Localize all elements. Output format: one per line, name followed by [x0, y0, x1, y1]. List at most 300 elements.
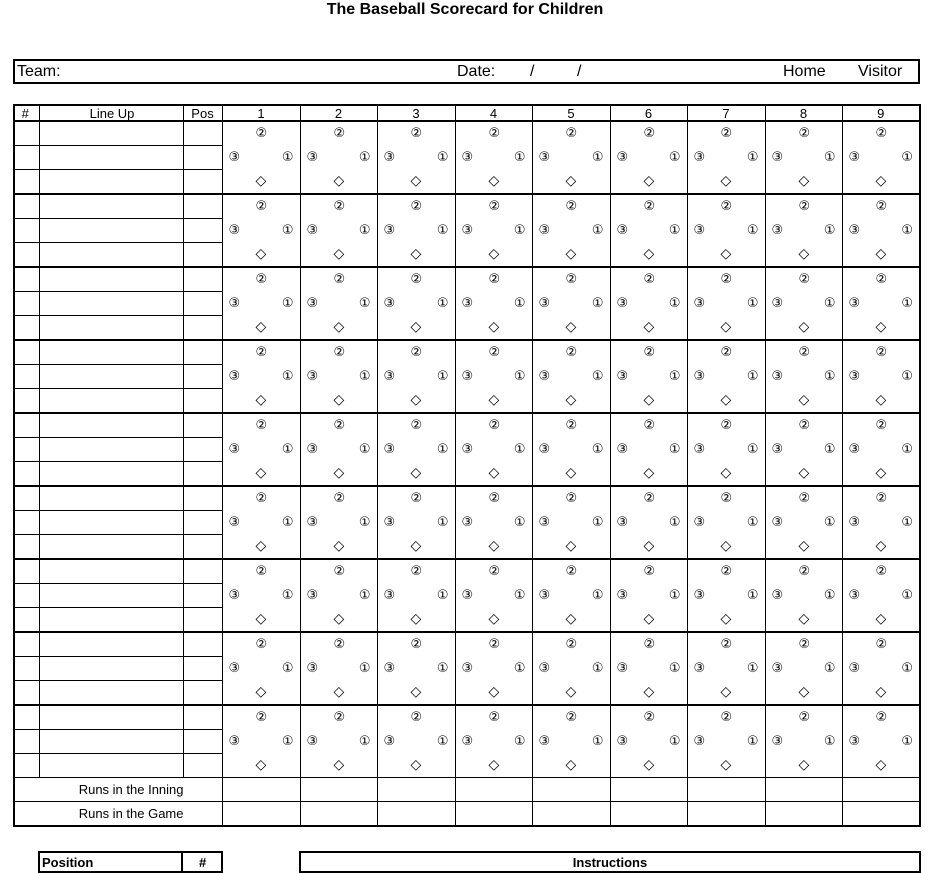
second-base-icon[interactable]: ②	[875, 198, 888, 213]
batter-number-cell[interactable]	[14, 194, 39, 219]
batter-number-cell[interactable]	[14, 219, 39, 243]
third-base-icon[interactable]: ③	[461, 587, 474, 602]
batter-name-cell[interactable]	[39, 267, 183, 292]
at-bat-cell[interactable]	[765, 486, 842, 559]
first-base-icon[interactable]: ①	[746, 660, 759, 675]
first-base-icon[interactable]: ①	[513, 222, 526, 237]
batter-name-cell[interactable]	[39, 486, 183, 511]
first-base-icon[interactable]: ①	[436, 149, 449, 164]
second-base-icon[interactable]: ②	[875, 344, 888, 359]
second-base-icon[interactable]: ②	[798, 271, 811, 286]
second-base-icon[interactable]: ②	[255, 636, 268, 651]
first-base-icon[interactable]: ①	[591, 733, 604, 748]
home-plate-icon[interactable]: ◇	[875, 318, 887, 334]
runs-in-inning-cell[interactable]	[455, 778, 532, 802]
second-base-icon[interactable]: ②	[720, 563, 733, 578]
second-base-icon[interactable]: ②	[333, 563, 346, 578]
first-base-icon[interactable]: ①	[281, 222, 294, 237]
second-base-icon[interactable]: ②	[875, 636, 888, 651]
first-base-icon[interactable]: ①	[901, 660, 913, 675]
batter-number-cell[interactable]	[14, 681, 39, 706]
second-base-icon[interactable]: ②	[798, 490, 811, 505]
third-base-icon[interactable]: ③	[771, 587, 784, 602]
third-base-icon[interactable]: ③	[538, 222, 551, 237]
batter-position-cell[interactable]	[183, 194, 222, 219]
first-base-icon[interactable]: ①	[668, 149, 681, 164]
first-base-icon[interactable]: ①	[823, 733, 836, 748]
batter-position-cell[interactable]	[183, 608, 222, 633]
batter-name-cell[interactable]	[39, 632, 183, 657]
batter-number-cell[interactable]	[14, 316, 39, 341]
first-base-icon[interactable]: ①	[436, 368, 449, 383]
second-base-icon[interactable]: ②	[720, 490, 733, 505]
first-base-icon[interactable]: ①	[901, 222, 913, 237]
home-plate-icon[interactable]: ◇	[875, 464, 887, 480]
third-base-icon[interactable]: ③	[461, 660, 474, 675]
at-bat-cell[interactable]	[687, 559, 765, 632]
first-base-icon[interactable]: ①	[591, 295, 604, 310]
batter-position-cell[interactable]	[183, 681, 222, 706]
third-base-icon[interactable]: ③	[538, 660, 551, 675]
third-base-icon[interactable]: ③	[616, 733, 629, 748]
batter-position-cell[interactable]	[183, 438, 222, 462]
first-base-icon[interactable]: ①	[591, 441, 604, 456]
batter-name-cell[interactable]	[39, 121, 183, 146]
at-bat-cell[interactable]	[610, 632, 687, 705]
runs-in-inning-cell[interactable]	[377, 778, 455, 802]
first-base-icon[interactable]: ①	[823, 222, 836, 237]
at-bat-cell[interactable]	[455, 267, 532, 340]
second-base-icon[interactable]: ②	[333, 344, 346, 359]
batter-name-cell[interactable]	[39, 365, 183, 389]
home-plate-icon[interactable]: ◇	[255, 172, 267, 188]
home-plate-icon[interactable]: ◇	[410, 391, 422, 407]
batter-number-cell[interactable]	[14, 754, 39, 778]
second-base-icon[interactable]: ②	[798, 125, 811, 140]
at-bat-cell[interactable]	[687, 705, 765, 778]
runs-in-inning-cell[interactable]	[532, 778, 610, 802]
first-base-icon[interactable]: ①	[436, 222, 449, 237]
first-base-icon[interactable]: ①	[901, 149, 913, 164]
second-base-icon[interactable]: ②	[410, 344, 423, 359]
third-base-icon[interactable]: ③	[771, 733, 784, 748]
third-base-icon[interactable]: ③	[228, 149, 241, 164]
first-base-icon[interactable]: ①	[358, 733, 371, 748]
at-bat-cell[interactable]	[300, 340, 377, 413]
first-base-icon[interactable]: ①	[281, 660, 294, 675]
at-bat-cell[interactable]	[842, 559, 920, 632]
batter-number-cell[interactable]	[14, 267, 39, 292]
second-base-icon[interactable]: ②	[255, 125, 268, 140]
second-base-icon[interactable]: ②	[565, 344, 578, 359]
third-base-icon[interactable]: ③	[461, 295, 474, 310]
home-plate-icon[interactable]: ◇	[565, 391, 577, 407]
home-plate-icon[interactable]: ◇	[720, 318, 732, 334]
third-base-icon[interactable]: ③	[383, 368, 396, 383]
third-base-icon[interactable]: ③	[306, 149, 319, 164]
at-bat-cell[interactable]	[687, 267, 765, 340]
first-base-icon[interactable]: ①	[281, 441, 294, 456]
third-base-icon[interactable]: ③	[383, 514, 396, 529]
home-plate-icon[interactable]: ◇	[488, 537, 500, 553]
runs-in-inning-cell[interactable]	[222, 778, 300, 802]
first-base-icon[interactable]: ①	[668, 368, 681, 383]
second-base-icon[interactable]: ②	[875, 563, 888, 578]
home-plate-icon[interactable]: ◇	[798, 756, 810, 772]
first-base-icon[interactable]: ①	[513, 660, 526, 675]
batter-position-cell[interactable]	[183, 316, 222, 341]
batter-number-cell[interactable]	[14, 462, 39, 487]
at-bat-cell[interactable]	[610, 194, 687, 267]
third-base-icon[interactable]: ③	[228, 368, 241, 383]
batter-name-cell[interactable]	[39, 511, 183, 535]
batter-number-cell[interactable]	[14, 632, 39, 657]
first-base-icon[interactable]: ①	[591, 368, 604, 383]
at-bat-cell[interactable]	[455, 705, 532, 778]
home-plate-icon[interactable]: ◇	[333, 683, 345, 699]
at-bat-cell[interactable]	[377, 486, 455, 559]
first-base-icon[interactable]: ①	[281, 149, 294, 164]
second-base-icon[interactable]: ②	[410, 125, 423, 140]
first-base-icon[interactable]: ①	[513, 587, 526, 602]
batter-number-cell[interactable]	[14, 511, 39, 535]
batter-number-cell[interactable]	[14, 438, 39, 462]
batter-name-cell[interactable]	[39, 243, 183, 268]
at-bat-cell[interactable]	[610, 559, 687, 632]
home-plate-icon[interactable]: ◇	[643, 756, 655, 772]
first-base-icon[interactable]: ①	[591, 587, 604, 602]
batter-number-cell[interactable]	[14, 486, 39, 511]
at-bat-cell[interactable]	[300, 632, 377, 705]
first-base-icon[interactable]: ①	[591, 149, 604, 164]
third-base-icon[interactable]: ③	[616, 441, 629, 456]
second-base-icon[interactable]: ②	[643, 563, 656, 578]
at-bat-cell[interactable]	[610, 340, 687, 413]
third-base-icon[interactable]: ③	[383, 295, 396, 310]
visitor-label[interactable]: Visitor	[858, 63, 903, 80]
batter-number-cell[interactable]	[14, 170, 39, 195]
second-base-icon[interactable]: ②	[488, 198, 501, 213]
home-plate-icon[interactable]: ◇	[565, 537, 577, 553]
third-base-icon[interactable]: ③	[771, 368, 784, 383]
at-bat-cell[interactable]	[842, 705, 920, 778]
home-plate-icon[interactable]: ◇	[798, 683, 810, 699]
second-base-icon[interactable]: ②	[410, 563, 423, 578]
at-bat-cell[interactable]	[842, 413, 920, 486]
third-base-icon[interactable]: ③	[616, 587, 629, 602]
home-plate-icon[interactable]: ◇	[255, 610, 267, 626]
batter-name-cell[interactable]	[39, 584, 183, 608]
first-base-icon[interactable]: ①	[358, 514, 371, 529]
home-plate-icon[interactable]: ◇	[255, 756, 267, 772]
batter-position-cell[interactable]	[183, 535, 222, 560]
third-base-icon[interactable]: ③	[693, 295, 706, 310]
second-base-icon[interactable]: ②	[643, 125, 656, 140]
runs-in-game-cell[interactable]	[765, 802, 842, 827]
home-plate-icon[interactable]: ◇	[875, 610, 887, 626]
runs-in-game-cell[interactable]	[377, 802, 455, 827]
first-base-icon[interactable]: ①	[358, 587, 371, 602]
third-base-icon[interactable]: ③	[306, 733, 319, 748]
batter-name-cell[interactable]	[39, 462, 183, 487]
home-plate-icon[interactable]: ◇	[720, 245, 732, 261]
at-bat-cell[interactable]	[687, 340, 765, 413]
first-base-icon[interactable]: ①	[823, 660, 836, 675]
home-plate-icon[interactable]: ◇	[255, 683, 267, 699]
at-bat-cell[interactable]	[765, 705, 842, 778]
third-base-icon[interactable]: ③	[538, 587, 551, 602]
third-base-icon[interactable]: ③	[461, 368, 474, 383]
second-base-icon[interactable]: ②	[798, 636, 811, 651]
third-base-icon[interactable]: ③	[771, 149, 784, 164]
batter-name-cell[interactable]	[39, 340, 183, 365]
third-base-icon[interactable]: ③	[228, 441, 241, 456]
first-base-icon[interactable]: ①	[746, 222, 759, 237]
batter-number-cell[interactable]	[14, 146, 39, 170]
second-base-icon[interactable]: ②	[643, 709, 656, 724]
home-plate-icon[interactable]: ◇	[643, 537, 655, 553]
second-base-icon[interactable]: ②	[488, 417, 501, 432]
at-bat-cell[interactable]	[765, 194, 842, 267]
first-base-icon[interactable]: ①	[358, 149, 371, 164]
home-plate-icon[interactable]: ◇	[720, 537, 732, 553]
third-base-icon[interactable]: ③	[693, 514, 706, 529]
batter-position-cell[interactable]	[183, 389, 222, 414]
third-base-icon[interactable]: ③	[383, 733, 396, 748]
third-base-icon[interactable]: ③	[538, 368, 551, 383]
third-base-icon[interactable]: ③	[306, 660, 319, 675]
at-bat-cell[interactable]	[765, 340, 842, 413]
first-base-icon[interactable]: ①	[668, 660, 681, 675]
at-bat-cell[interactable]	[455, 632, 532, 705]
at-bat-cell[interactable]	[842, 340, 920, 413]
at-bat-cell[interactable]	[300, 413, 377, 486]
home-plate-icon[interactable]: ◇	[333, 318, 345, 334]
runs-in-inning-cell[interactable]	[610, 778, 687, 802]
third-base-icon[interactable]: ③	[538, 441, 551, 456]
runs-in-inning-cell[interactable]	[842, 778, 920, 802]
third-base-icon[interactable]: ③	[693, 660, 706, 675]
at-bat-cell[interactable]	[377, 340, 455, 413]
third-base-icon[interactable]: ③	[383, 149, 396, 164]
home-plate-icon[interactable]: ◇	[720, 172, 732, 188]
home-plate-icon[interactable]: ◇	[798, 537, 810, 553]
second-base-icon[interactable]: ②	[488, 490, 501, 505]
second-base-icon[interactable]: ②	[643, 271, 656, 286]
at-bat-cell[interactable]	[377, 121, 455, 194]
home-plate-icon[interactable]: ◇	[565, 172, 577, 188]
runs-in-inning-cell[interactable]	[687, 778, 765, 802]
at-bat-cell[interactable]	[687, 632, 765, 705]
third-base-icon[interactable]: ③	[771, 222, 784, 237]
first-base-icon[interactable]: ①	[591, 514, 604, 529]
home-plate-icon[interactable]: ◇	[410, 464, 422, 480]
batter-number-cell[interactable]	[14, 243, 39, 268]
batter-position-cell[interactable]	[183, 730, 222, 754]
runs-in-game-cell[interactable]	[687, 802, 765, 827]
second-base-icon[interactable]: ②	[565, 709, 578, 724]
second-base-icon[interactable]: ②	[643, 344, 656, 359]
third-base-icon[interactable]: ③	[383, 587, 396, 602]
first-base-icon[interactable]: ①	[436, 514, 449, 529]
first-base-icon[interactable]: ①	[281, 368, 294, 383]
batter-position-cell[interactable]	[183, 511, 222, 535]
batter-number-cell[interactable]	[14, 389, 39, 414]
third-base-icon[interactable]: ③	[461, 149, 474, 164]
batter-number-cell[interactable]	[14, 705, 39, 730]
third-base-icon[interactable]: ③	[771, 660, 784, 675]
at-bat-cell[interactable]	[532, 413, 610, 486]
batter-number-cell[interactable]	[14, 657, 39, 681]
batter-position-cell[interactable]	[183, 243, 222, 268]
third-base-icon[interactable]: ③	[306, 514, 319, 529]
third-base-icon[interactable]: ③	[538, 295, 551, 310]
batter-name-cell[interactable]	[39, 705, 183, 730]
batter-position-cell[interactable]	[183, 146, 222, 170]
batter-name-cell[interactable]	[39, 681, 183, 706]
first-base-icon[interactable]: ①	[901, 295, 913, 310]
home-plate-icon[interactable]: ◇	[410, 172, 422, 188]
first-base-icon[interactable]: ①	[358, 295, 371, 310]
second-base-icon[interactable]: ②	[410, 490, 423, 505]
batter-number-cell[interactable]	[14, 730, 39, 754]
first-base-icon[interactable]: ①	[746, 441, 759, 456]
at-bat-cell[interactable]	[687, 413, 765, 486]
home-plate-icon[interactable]: ◇	[720, 683, 732, 699]
at-bat-cell[interactable]	[765, 413, 842, 486]
second-base-icon[interactable]: ②	[643, 417, 656, 432]
second-base-icon[interactable]: ②	[333, 490, 346, 505]
second-base-icon[interactable]: ②	[720, 198, 733, 213]
third-base-icon[interactable]: ③	[771, 441, 784, 456]
batter-name-cell[interactable]	[39, 608, 183, 633]
home-plate-icon[interactable]: ◇	[720, 391, 732, 407]
third-base-icon[interactable]: ③	[228, 295, 241, 310]
second-base-icon[interactable]: ②	[488, 636, 501, 651]
second-base-icon[interactable]: ②	[488, 344, 501, 359]
second-base-icon[interactable]: ②	[875, 125, 888, 140]
home-plate-icon[interactable]: ◇	[798, 610, 810, 626]
home-plate-icon[interactable]: ◇	[875, 756, 887, 772]
first-base-icon[interactable]: ①	[746, 295, 759, 310]
third-base-icon[interactable]: ③	[538, 149, 551, 164]
batter-position-cell[interactable]	[183, 632, 222, 657]
second-base-icon[interactable]: ②	[798, 344, 811, 359]
at-bat-cell[interactable]	[765, 632, 842, 705]
at-bat-cell[interactable]	[610, 705, 687, 778]
batter-position-cell[interactable]	[183, 584, 222, 608]
second-base-icon[interactable]: ②	[720, 271, 733, 286]
first-base-icon[interactable]: ①	[746, 587, 759, 602]
first-base-icon[interactable]: ①	[823, 441, 836, 456]
second-base-icon[interactable]: ②	[410, 271, 423, 286]
home-plate-icon[interactable]: ◇	[875, 391, 887, 407]
home-plate-icon[interactable]: ◇	[643, 172, 655, 188]
batter-name-cell[interactable]	[39, 292, 183, 316]
batter-position-cell[interactable]	[183, 121, 222, 146]
second-base-icon[interactable]: ②	[643, 636, 656, 651]
third-base-icon[interactable]: ③	[616, 514, 629, 529]
home-plate-icon[interactable]: ◇	[488, 245, 500, 261]
batter-number-cell[interactable]	[14, 413, 39, 438]
at-bat-cell[interactable]	[455, 486, 532, 559]
second-base-icon[interactable]: ②	[565, 636, 578, 651]
second-base-icon[interactable]: ②	[488, 563, 501, 578]
third-base-icon[interactable]: ③	[228, 660, 241, 675]
runs-in-game-cell[interactable]	[222, 802, 300, 827]
third-base-icon[interactable]: ③	[616, 368, 629, 383]
third-base-icon[interactable]: ③	[461, 441, 474, 456]
third-base-icon[interactable]: ③	[228, 587, 241, 602]
home-plate-icon[interactable]: ◇	[410, 245, 422, 261]
second-base-icon[interactable]: ②	[565, 198, 578, 213]
at-bat-cell[interactable]	[300, 267, 377, 340]
third-base-icon[interactable]: ③	[616, 149, 629, 164]
at-bat-cell[interactable]	[532, 705, 610, 778]
batter-number-cell[interactable]	[14, 584, 39, 608]
batter-name-cell[interactable]	[39, 389, 183, 414]
batter-position-cell[interactable]	[183, 657, 222, 681]
home-plate-icon[interactable]: ◇	[333, 391, 345, 407]
batter-position-cell[interactable]	[183, 340, 222, 365]
first-base-icon[interactable]: ①	[358, 368, 371, 383]
at-bat-cell[interactable]	[610, 267, 687, 340]
third-base-icon[interactable]: ③	[848, 733, 861, 748]
batter-name-cell[interactable]	[39, 438, 183, 462]
at-bat-cell[interactable]	[765, 559, 842, 632]
second-base-icon[interactable]: ②	[720, 125, 733, 140]
at-bat-cell[interactable]	[377, 413, 455, 486]
third-base-icon[interactable]: ③	[771, 514, 784, 529]
at-bat-cell[interactable]	[842, 632, 920, 705]
at-bat-cell[interactable]	[765, 121, 842, 194]
first-base-icon[interactable]: ①	[746, 733, 759, 748]
second-base-icon[interactable]: ②	[410, 198, 423, 213]
first-base-icon[interactable]: ①	[901, 733, 913, 748]
at-bat-cell[interactable]	[300, 705, 377, 778]
first-base-icon[interactable]: ①	[668, 514, 681, 529]
home-plate-icon[interactable]: ◇	[333, 172, 345, 188]
at-bat-cell[interactable]	[610, 486, 687, 559]
second-base-icon[interactable]: ②	[565, 563, 578, 578]
first-base-icon[interactable]: ①	[591, 222, 604, 237]
at-bat-cell[interactable]	[610, 413, 687, 486]
third-base-icon[interactable]: ③	[306, 295, 319, 310]
second-base-icon[interactable]: ②	[333, 636, 346, 651]
home-plate-icon[interactable]: ◇	[643, 245, 655, 261]
third-base-icon[interactable]: ③	[693, 441, 706, 456]
third-base-icon[interactable]: ③	[461, 514, 474, 529]
home-plate-icon[interactable]: ◇	[333, 245, 345, 261]
second-base-icon[interactable]: ②	[720, 636, 733, 651]
second-base-icon[interactable]: ②	[410, 709, 423, 724]
first-base-icon[interactable]: ①	[668, 733, 681, 748]
at-bat-cell[interactable]	[532, 194, 610, 267]
second-base-icon[interactable]: ②	[333, 417, 346, 432]
first-base-icon[interactable]: ①	[358, 222, 371, 237]
batter-number-cell[interactable]	[14, 559, 39, 584]
batter-number-cell[interactable]	[14, 292, 39, 316]
second-base-icon[interactable]: ②	[255, 271, 268, 286]
second-base-icon[interactable]: ②	[333, 709, 346, 724]
at-bat-cell[interactable]	[222, 486, 300, 559]
third-base-icon[interactable]: ③	[228, 733, 241, 748]
at-bat-cell[interactable]	[455, 559, 532, 632]
second-base-icon[interactable]: ②	[255, 344, 268, 359]
at-bat-cell[interactable]	[610, 121, 687, 194]
at-bat-cell[interactable]	[300, 121, 377, 194]
home-plate-icon[interactable]: ◇	[798, 245, 810, 261]
